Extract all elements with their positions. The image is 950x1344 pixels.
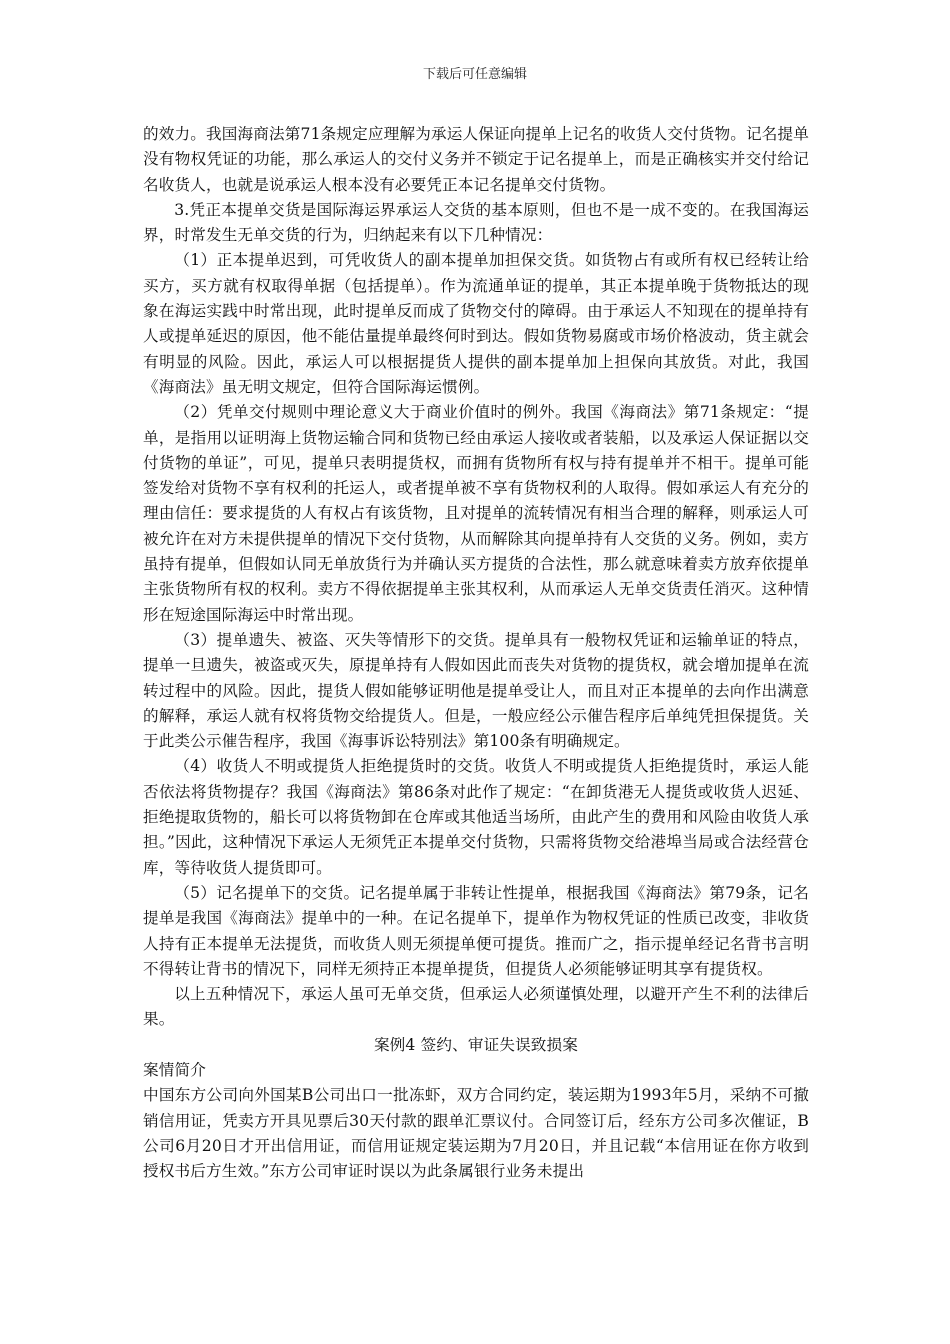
paragraph-summary: 以上五种情况下，承运人虽可无单交货，但承运人必须谨慎处理，以避开产生不利的法律后果。 [143, 985, 809, 1029]
case-body: 中国东方公司向外国某B公司出口一批冻虾，双方合同约定，装运期为1993年5月，采纳不可撤销信用证，凭卖方开具见票后30天付款的跟单汇票议付。合同签订后，经东方公司多次催证，B公司6月20日才开出信用证，而信用证规定装运期为7月20日，并且记载“本信用证在你方收到授权书后方生效。”东方公司审证时误以为此条属银行业务未提出 [143, 1086, 809, 1181]
paragraph-case-4: （4）收货人不明或提货人拒绝提货时的交货。收货人不明或提货人拒绝提货时，承运人能否依法将货物提存？我国《海商法》第86条对此作了规定：“在卸货港无人提货或收货人迟延、拒绝提取货物的，船长可以将货物卸在仓库或其他适当场所，由此产生的费用和风险由收货人承担。”因此，这种情况下承运人无须凭正本提单交付货物，只需将货物交给港埠当局或合法经营仓库，等待收货人提货即可。 [143, 757, 809, 877]
paragraph-case-1: （1）正本提单迟到，可凭收货人的副本提单加担保交货。如货物占有或所有权已经转让给买方，买方就有权取得单据（包括提单）。作为流通单证的提单，其正本提单晚于货物抵达的现象在海运实践中时常出现，此时提单反而成了货物交付的障碍。由于承运人不知现在的提单持有人或提单延迟的原因，他不能估量提单最终何时到达。假如货物易腐或市场价格波动，货主就会有明显的风险。因此，承运人可以根据提货人提供的副本提单加上担保向其放货。对此，我国《海商法》虽无明文规定，但符合国际海运惯例。 [143, 251, 809, 396]
page-header: 下载后可任意编辑 [422, 67, 527, 82]
paragraph-case-5: （5）记名提单下的交货。记名提单属于非转让性提单，根据我国《海商法》第79条，记名提单是我国《海商法》提单中的一种。在记名提单下，提单作为物权凭证的性质已改变，非收货人持有正本提单无法提货，而收货人则无须提单便可提货。推而广之，指示提单经记名背书言明不得转让背书的情况下，同样无须持正本提单提货，但提货人必须能够证明其享有提货权。 [143, 883, 809, 978]
paragraph-case-3: （3）提单遗失、被盗、灭失等情形下的交货。提单具有一般物权凭证和运输单证的特点，提单一旦遗失，被盗或灭失，原提单持有人假如因此而丧失对货物的提货权，就会增加提单在流转过程中的风险。因此，提货人假如能够证明他是提单受让人，而且对正本提单的去向作出满意的解释，承运人就有权将货物交给提货人。但是，一般应经公示催告程序后单纯凭担保提货。关于此类公示催告程序，我国《海事诉讼特别法》第100条有明确规定。 [143, 630, 809, 751]
paragraph-continuation: 的效力。我国海商法第71条规定应理解为承运人保证向提单上记名的收货人交付货物。记名提单没有物权凭证的功能，那么承运人的交付义务并不锁定于记名提单上，而是正确核实并交付给记名收货人，也就是说承运人根本没有必要凭正本记名提单交付货物。 [143, 125, 809, 194]
paragraph-case-2: （2）凭单交付规则中理论意义大于商业价值时的例外。我国《海商法》第71条规定：“提单，是指用以证明海上货物运输合同和货物已经由承运人接收或者装船，以及承运人保证据以交付货物的单证”，可见，提单只表明提货权，而拥有货物所有权与持有提单并不相干。提单可能签发给对货物不享有权利的托运人，或者提单被不享有货物权利的人取得。假如承运人有充分的理由信任：要求提货的人有权占有该货物，且对提单的流转情况有相当合理的解释，则承运人可被允许在对方未提供提单的情况下交付货物，从而解除其向提单持有人交货的义务。例如，卖方虽持有提单，但假如认同无单放货行为并确认买方提货的合法性，那么就意味着卖方放弃依提单主张货物所有权的权利。卖方不得依据提单主张其权利，从而承运人无单交货责任消灭。这种情形在短途国际海运中时常出现。 [143, 403, 809, 624]
case-title: 案例4 签约、审证失误致损案 [373, 1035, 579, 1054]
case-subtitle: 案情简介 [143, 1060, 206, 1079]
paragraph-point-3: 3.凭正本提单交货是国际海运界承运人交货的基本原则，但也不是一成不变的。在我国海运界，时常发生无单交货的行为，归纳起来有以下几种情况： [143, 200, 809, 245]
document-body [143, 122, 809, 1184]
